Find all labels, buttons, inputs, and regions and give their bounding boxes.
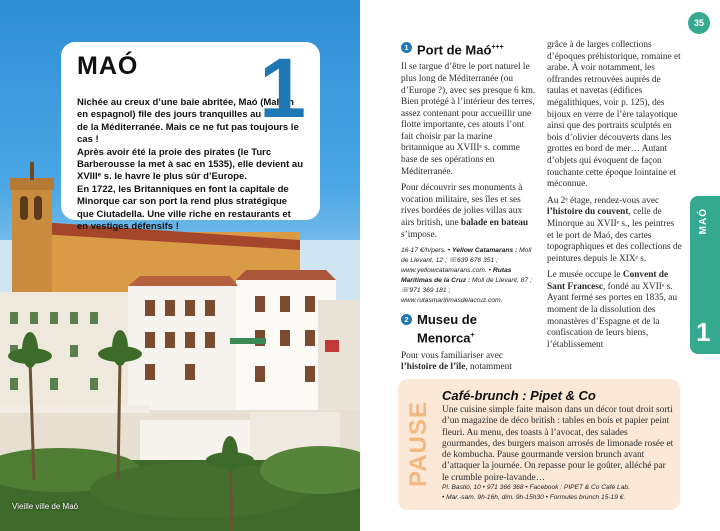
stars-rating-icon: +++ xyxy=(491,44,504,51)
phone-icon: ☏ xyxy=(448,257,457,265)
museu-title: Museu de Menorca xyxy=(417,312,477,346)
highlight: balade en bateau xyxy=(460,218,529,229)
phone-icon: ☏ xyxy=(401,287,410,295)
museu-paragraph: Pour vous familiariser avec l’histoire de l’île, notamment xyxy=(401,350,512,373)
number-bullet: 2 xyxy=(401,314,412,325)
page-number: 35 xyxy=(688,12,710,34)
text-column-2 xyxy=(547,40,682,356)
port-paragraph: Pour découvrir ses monuments à vocation militaire, ses îles et ses rives bordées de jolies villas aux airs british, une balade en bateau s’impose. xyxy=(401,183,529,240)
city-title: MAÓ xyxy=(77,52,139,80)
museu-heading xyxy=(401,312,536,346)
number-bullet: 1 xyxy=(401,42,412,53)
section-tab-label: MAÓ xyxy=(698,208,709,235)
pause-text: Une cuisine simple faite maison dans un décor tout droit sorti d’un magazine de déco british : tables en bois et papier peint fleuri. Au menu, des toasts à l’avocat, des salades gourmandes, des burgers maison arrosés de limonade rosée et de kombucha. Pause gourmande version brunch avant d’attaquer la journée. On repasse pour le goûter, alléché par le crumble poire-lavande… xyxy=(442,405,674,483)
highlight: l’histoire du couvent xyxy=(547,207,629,218)
highlight: Convent de Sant Francesc xyxy=(547,270,669,292)
port-title: Port de Maó xyxy=(417,42,492,58)
port-practical-info: 16-17 €/h/pers. • Yellow Catamarans : Moll de Llevant, 12 ; ☏639 676 351 ; www.yellowcatamarans.com. • Rutas Marítimas de la Cruz : Moll de Llevant, 87 ; ☏971 369 181 ; www.rutasmaritimasdelacruz.com. xyxy=(401,247,532,305)
text-column-1 xyxy=(401,40,536,379)
intro-paragraph: En 1722, les Britanniques en font la capitale de Minorque car son port la rend plus stratégique que Ciutadella. Une ville riche en restaurants et en vestiges défensifs ! xyxy=(77,183,291,233)
section-tab[interactable] xyxy=(690,196,720,354)
port-body xyxy=(401,62,536,306)
museu-paragraph: Le musée occupe le Convent de Sant Francesc, fondé au XVIIᵉ s. Ayant fermé ses portes en 1835, au moment de la dissolution des monastères d’Espagne et de la confiscation de leurs biens, l’établissement xyxy=(547,270,678,350)
stars-rating-icon: + xyxy=(470,332,475,340)
museu-paragraph: Au 2ᵉ étage, rendez-vous avec l’histoire du couvent, celle de Minorque au XVIIᵉ s., les peintres et le port de Maó, des cartes topographiques et des collections de peintures depuis le XIXᵉ s. xyxy=(547,195,682,264)
pause-title: Café-brunch : Pipet & Co xyxy=(442,388,596,403)
museu-body xyxy=(401,351,536,374)
highlight: l’histoire de l’île xyxy=(401,362,466,373)
pause-practical-info: Pl. Bastió, 10 • 971 366 368 • Facebook : PIPET & Co Café Lab. • Mar.-sam. 9h-16h, dim. 9h-15h30 • Formules brunch 15-19 €. xyxy=(442,484,630,501)
intro-paragraph: Après avoir été la proie des pirates (le Turc Barberousse la met à sac en 1535), elle devient au XVIIIᵉ s. le havre le plus sûr d’Europe. xyxy=(77,146,304,183)
port-paragraph: Il se targue d’être le port naturel le plus long de Méditerranée (ou d’Europe ?), avec ses presque 6 km. Bien protégé à l’intérieur des terres, assez contenant pour accueillir une flotte importante, ces atouts l’ont fait choisir par la marine britannique au XVIIIᵉ s. comme base de ses opérations en Méditerranée. xyxy=(401,62,536,177)
museu-continued xyxy=(547,40,682,351)
intro-card xyxy=(61,41,320,233)
museu-paragraph: grâce à de larges collections d’époques préhistorique, romaine et arabe. À voir notamment, les offrandes retrouvées auprès de taulas et navetas (édifices mégalithiques, voir p. 125), des bijoux en verre de l’ère talayotique ainsi que des portraits sculptés en bois d’olivier découverts dans les grottes en bord de mer… Autant d’objets qui évoquent de façon touchante cette époque lointaine et méconnue. xyxy=(547,40,681,190)
intro-paragraph: Nichée au creux d’une baie abritée, Maó (Mahón en espagnol) file des jours tranquilles au milieu de la Méditerranée. Mais ce ne fut pas toujours le cas ! xyxy=(77,97,299,146)
pause-label: PAUSE xyxy=(405,401,432,487)
port-heading xyxy=(401,40,536,58)
chapter-number: 1 xyxy=(259,41,306,135)
pause-box xyxy=(398,379,680,510)
photo-caption: Vieille ville de Maó xyxy=(12,502,79,511)
section-tab-number: 1 xyxy=(696,317,711,347)
